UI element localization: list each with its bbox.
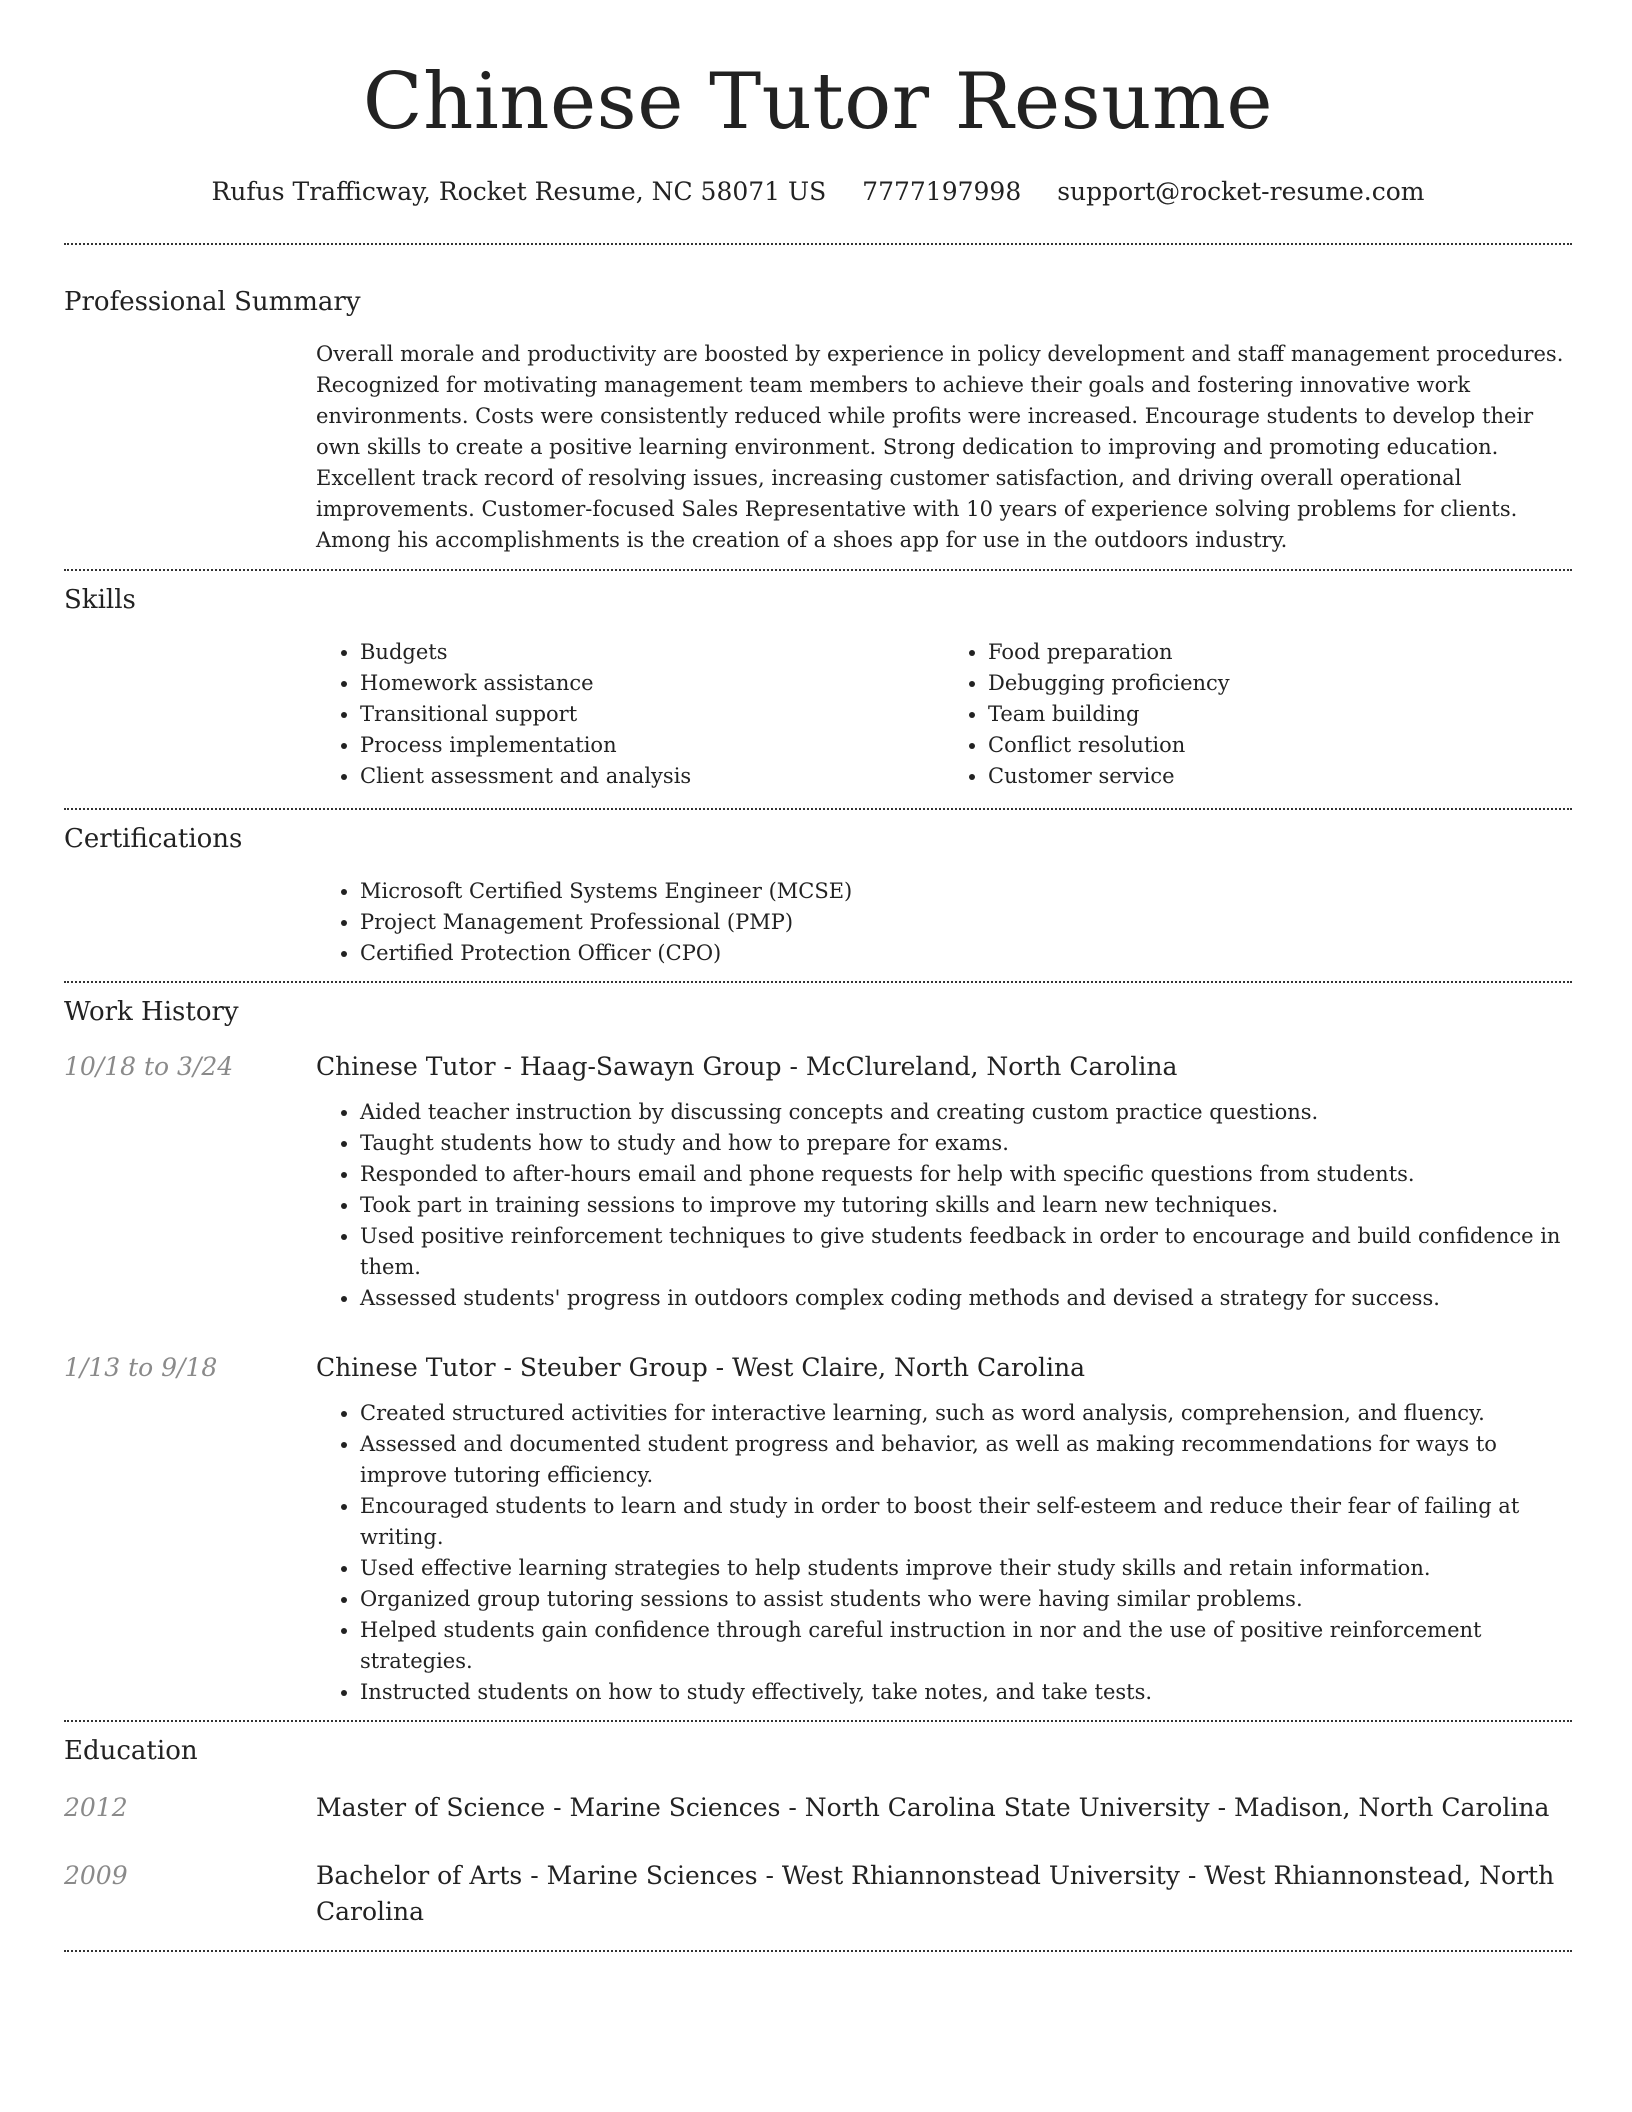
summary-section bbox=[64, 245, 1572, 556]
page-title: Chinese Tutor Resume bbox=[362, 57, 1274, 147]
certification-item: • Certified Protection Officer (CPO) bbox=[360, 938, 1572, 969]
education-year: 2009 bbox=[64, 1861, 128, 1890]
skill-item: • Team building bbox=[988, 699, 1572, 730]
job-entry bbox=[64, 1049, 1572, 1314]
education-year: 2012 bbox=[64, 1793, 128, 1822]
job-title: Chinese Tutor bbox=[316, 1353, 496, 1382]
job-bullet: • Used effective learning strategies to help students improve their study skills and retain information. bbox=[360, 1553, 1572, 1584]
job-bullet: • Organized group tutoring sessions to assist students who were having similar problems. bbox=[360, 1584, 1572, 1615]
job-bullet: • Instructed students on how to study effectively, take notes, and take tests. bbox=[360, 1677, 1572, 1708]
job-heading: Chinese Tutor - Steuber Group - West Claire, North Carolina bbox=[316, 1353, 1086, 1382]
section-heading-work: Work History bbox=[64, 997, 239, 1027]
skill-item: • Conflict resolution bbox=[988, 730, 1572, 761]
job-bullets bbox=[316, 1398, 1572, 1708]
education-entry bbox=[64, 1858, 1572, 1930]
education-section bbox=[64, 1722, 1572, 1930]
job-bullet: • Helped students gain confidence through careful instruction in nor and the use of positive reinforcement strategies. bbox=[360, 1615, 1572, 1677]
education-school: West Rhiannonstead University bbox=[781, 1861, 1180, 1890]
section-heading-certifications: Certifications bbox=[64, 824, 243, 854]
job-bullet: • Aided teacher instruction by discussing concepts and creating custom practice questions. bbox=[360, 1097, 1572, 1128]
job-bullet: • Created structured activities for interactive learning, such as word analysis, comprehension, and fluency. bbox=[360, 1398, 1572, 1429]
job-company: Steuber Group bbox=[519, 1353, 708, 1382]
job-bullet: • Assessed students' progress in outdoors complex coding methods and devised a strategy for success. bbox=[360, 1283, 1572, 1314]
skills-list bbox=[316, 637, 1572, 792]
education-degree: Bachelor of Arts bbox=[316, 1861, 523, 1890]
education-school: North Carolina State University bbox=[804, 1793, 1210, 1822]
certification-item: • Project Management Professional (PMP) bbox=[360, 907, 1572, 938]
skill-item: • Debugging proficiency bbox=[988, 668, 1572, 699]
job-location: West Claire, North Carolina bbox=[732, 1353, 1086, 1382]
job-dates: 10/18 to 3/24 bbox=[64, 1052, 234, 1081]
work-history-section bbox=[64, 983, 1572, 1708]
education-field: Marine Sciences bbox=[546, 1861, 758, 1890]
education-degree: Master of Science bbox=[316, 1793, 546, 1822]
education-heading: Master of Science - Marine Sciences - North Carolina State University - Madison, North Carolina bbox=[316, 1793, 1550, 1822]
job-bullet: • Used positive reinforcement techniques to give students feedback in order to encourage and build confidence in them. bbox=[360, 1221, 1572, 1283]
skill-item: • Budgets bbox=[360, 637, 944, 668]
contact-email: support@rocket-resume.com bbox=[1057, 177, 1425, 206]
certification-item: • Microsoft Certified Systems Engineer (MCSE) bbox=[360, 876, 1572, 907]
contact-address: Rufus Trafficway, Rocket Resume, NC 58071 US bbox=[211, 177, 827, 206]
education-location: West Rhiannonstead, North Carolina bbox=[316, 1861, 1555, 1926]
job-dates: 1/13 to 9/18 bbox=[64, 1353, 218, 1382]
skill-item: • Food preparation bbox=[988, 637, 1572, 668]
job-title: Chinese Tutor bbox=[316, 1052, 496, 1081]
job-bullet: • Taught students how to study and how to prepare for exams. bbox=[360, 1128, 1572, 1159]
job-bullet: • Took part in training sessions to improve my tutoring skills and learn new techniques. bbox=[360, 1190, 1572, 1221]
job-bullet: • Assessed and documented student progress and behavior, as well as making recommendations for ways to improve tutoring efficiency. bbox=[360, 1429, 1572, 1491]
job-heading: Chinese Tutor - Haag-Sawayn Group - McClureland, North Carolina bbox=[316, 1052, 1178, 1081]
job-bullet: • Responded to after-hours email and phone requests for help with specific questions from students. bbox=[360, 1159, 1572, 1190]
job-company: Haag-Sawayn Group bbox=[519, 1052, 782, 1081]
skill-item: • Client assessment and analysis bbox=[360, 761, 944, 792]
skills-section bbox=[64, 571, 1572, 792]
education-heading: Bachelor of Arts - Marine Sciences - West Rhiannonstead University - West Rhiannonstead, North Carolina bbox=[316, 1861, 1555, 1926]
section-heading-skills: Skills bbox=[64, 585, 136, 615]
summary-text: Overall morale and productivity are boosted by experience in policy development and staff management procedures. Recognized for motivating management team members to achieve their goals and fostering innovative work environments. Costs were consistently reduced while profits were increased. Encourage students to develop their own skills to create a positive learning environment. Strong dedication to improving and promoting education. Excellent track record of resolving issues, increasing customer satisfaction, and driving overall operational improvements. Customer-focused Sales Representative with 10 years of experience solving problems for clients. Among his accomplishments is the creation of a shoes app for use in the outdoors industry. bbox=[316, 342, 1564, 552]
job-bullet: • Encouraged students to learn and study in order to boost their self-esteem and reduce their fear of failing at writing. bbox=[360, 1491, 1572, 1553]
certifications-section bbox=[64, 810, 1572, 969]
contact-line bbox=[64, 174, 1572, 210]
skills-column-right bbox=[944, 637, 1572, 792]
resume-page bbox=[64, 0, 1572, 1952]
skill-item: • Process implementation bbox=[360, 730, 944, 761]
divider bbox=[64, 1950, 1572, 1952]
skill-item: • Transitional support bbox=[360, 699, 944, 730]
contact-phone: 7777197998 bbox=[862, 177, 1022, 206]
job-location: McClureland, North Carolina bbox=[805, 1052, 1178, 1081]
education-entry bbox=[64, 1790, 1572, 1826]
certifications-list bbox=[316, 876, 1572, 969]
skills-column-left bbox=[316, 637, 944, 792]
education-field: Marine Sciences bbox=[569, 1793, 781, 1822]
skill-item: • Homework assistance bbox=[360, 668, 944, 699]
job-bullets bbox=[316, 1097, 1572, 1314]
skill-item: • Customer service bbox=[988, 761, 1572, 792]
summary-content bbox=[316, 339, 1572, 556]
section-heading-summary: Professional Summary bbox=[64, 287, 361, 317]
section-heading-education: Education bbox=[64, 1736, 198, 1766]
job-entry bbox=[64, 1350, 1572, 1708]
education-location: Madison, North Carolina bbox=[1233, 1793, 1550, 1822]
